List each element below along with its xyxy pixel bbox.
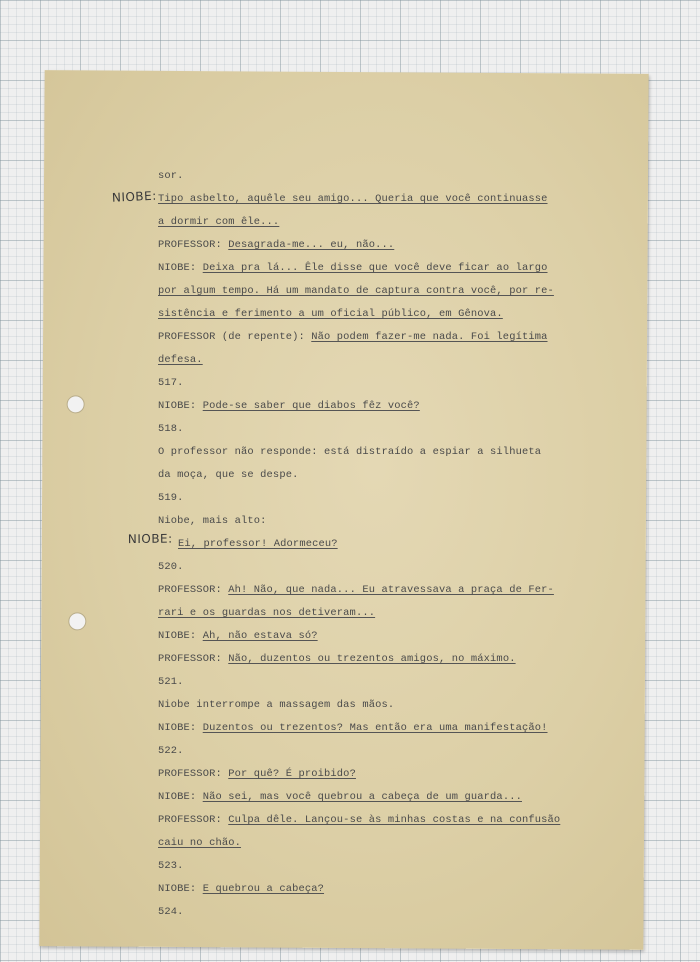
typed-line [158,216,279,228]
line-underlined: Ah, não estava só? [202,630,318,642]
line-prefix: 523. [158,860,184,872]
typed-line [158,860,184,872]
line-underlined: E quebrou a cabeça? [202,883,325,895]
line-prefix: NIOBE: [158,630,203,642]
line-underlined: Não podem fazer-me nada. Foi legítima [311,331,548,343]
typed-line [158,170,184,182]
line-underlined: Duzentos ou trezentos? Mas então era uma manifestação! [202,722,548,734]
line-underlined: Ei, professor! Adormeceu? [178,538,338,550]
typed-line [158,768,356,780]
line-prefix: NIOBE: [158,400,203,412]
typed-line [158,584,554,596]
line-underlined: Culpa dêle. Lançou-se às minhas costas e na confusão [228,814,561,826]
line-prefix: da moça, que se despe. [158,469,299,481]
line-prefix: PROFESSOR: [158,768,229,780]
line-underlined: Não sei, mas você quebrou a cabeça de um guarda... [202,791,522,803]
typed-line [158,791,522,803]
typed-line [158,814,560,826]
typed-line [158,308,503,320]
line-prefix: 518. [158,423,184,435]
line-prefix: Niobe interrompe a massagem das mãos. [158,699,395,711]
line-prefix: PROFESSOR: [158,584,229,596]
line-prefix: 522. [158,745,184,757]
line-prefix: 519. [158,492,184,504]
typed-line [158,676,184,688]
typed-line [158,906,184,918]
line-prefix: 517. [158,377,184,389]
typed-line [158,722,548,734]
typed-line [158,607,375,619]
line-prefix: PROFESSOR: [158,653,229,665]
typed-line [158,561,184,573]
typed-line [158,745,184,757]
typed-line [158,653,516,665]
line-underlined: Ah! Não, que nada... Eu atravessava a praça de Fer- [228,584,554,596]
typed-line [158,837,241,849]
line-prefix: PROFESSOR: [158,239,229,251]
typed-line [158,699,394,711]
handwritten-annotation-niobe-2: NIOBE: [127,531,173,547]
typed-line [158,515,267,527]
line-prefix: Niobe, mais alto: [158,515,267,527]
typed-line [158,377,184,389]
line-underlined: por algum tempo. Há um mandato de captura contra você, por re- [158,285,554,297]
line-prefix: NIOBE: [158,722,203,734]
typed-line [158,262,548,274]
typed-line [158,469,298,481]
line-underlined: Deixa pra lá... Êle disse que você deve ficar ao largo [202,262,548,274]
typed-line [158,400,420,412]
line-prefix: 520. [158,561,184,573]
line-prefix: PROFESSOR: [158,814,229,826]
line-prefix: PROFESSOR (de repente): [158,331,312,343]
punch-hole-bottom [68,612,86,630]
line-prefix: NIOBE: [158,262,203,274]
line-underlined: sistência e ferimento a um oficial público, em Gênova. [158,308,503,320]
line-suffix: sor. [158,170,184,182]
line-underlined: a dormir com êle... [158,216,280,228]
typed-line [158,193,548,205]
typed-line [158,285,554,297]
line-prefix: NIOBE: [158,791,203,803]
line-prefix: O professor não responde: está distraído a espiar a silhueta [158,446,542,458]
handwritten-annotation-niobe-1: NIOBE: [111,188,158,205]
typed-line [158,883,324,895]
line-prefix: NIOBE: [158,883,203,895]
line-underlined: rari e os guardas nos detiveram... [158,607,376,619]
line-prefix: 524. [158,906,184,918]
line-underlined: defesa. [158,354,203,366]
typed-line [178,538,338,550]
typed-line [158,239,394,251]
line-underlined: Tipo asbelto, aquêle seu amigo... Queria que você continuasse [158,193,548,205]
typed-line [158,331,548,343]
line-underlined: Pode-se saber que diabos fêz você? [202,400,420,412]
typed-line [158,354,203,366]
typed-line [158,446,541,458]
typed-line [158,423,184,435]
line-underlined: Desagrada-me... eu, não... [228,239,395,251]
typed-line [158,492,184,504]
punch-hole-top [67,395,85,413]
typed-line [158,630,318,642]
line-underlined: Por quê? É proibido? [228,768,356,780]
line-underlined: caiu no chão. [158,837,242,849]
line-prefix: 521. [158,676,184,688]
line-underlined: Não, duzentos ou trezentos amigos, no máximo. [228,653,516,665]
